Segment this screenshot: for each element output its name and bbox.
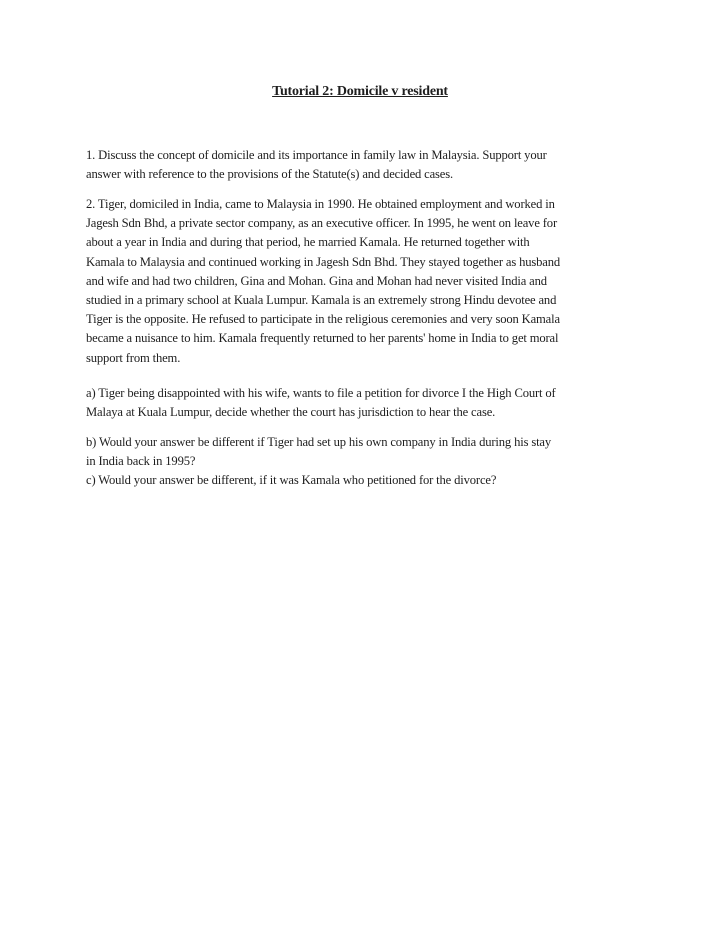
question-2-line: Jagesh Sdn Bhd, a private sector company, as an executive officer. In 1995, he went on leave for	[86, 216, 558, 231]
question-2-line: and wife and had two children, Gina and Mohan. Gina and Mohan had never visited India and	[86, 273, 547, 288]
question-1	[86, 146, 646, 184]
document-title: Tutorial 2: Domicile v resident	[272, 84, 448, 99]
question-1-line: answer with reference to the provisions of the Statute(s) and decided cases.	[86, 167, 453, 182]
question-2-line: 2. Tiger, domiciled in India, came to Malaysia in 1990. He obtained employment and worked in	[86, 197, 555, 211]
question-2-line: Tiger is the opposite. He refused to participate in the religious ceremonies and very soon Kamala	[86, 312, 560, 327]
question-2-line: about a year in India and during that period, he married Kamala. He returned together with	[86, 235, 530, 250]
part-a-line: a) Tiger being disappointed with his wife, wants to file a petition for divorce I the High Court of	[86, 386, 556, 400]
question-2	[86, 195, 646, 368]
question-part-b	[86, 433, 646, 471]
question-part-c	[86, 471, 646, 490]
part-b-line: b) Would your answer be different if Tiger had set up his own company in India during his stay	[86, 435, 552, 449]
part-a-line: Malaya at Kuala Lumpur, decide whether the court has jurisdiction to hear the case.	[86, 405, 496, 420]
part-b-line: in India back in 1995?	[86, 454, 196, 469]
question-2-line: Kamala to Malaysia and continued working in Jagesh Sdn Bhd. They stayed together as husband	[86, 254, 561, 269]
question-1-line: 1. Discuss the concept of domicile and its importance in family law in Malaysia. Support your	[86, 148, 547, 162]
question-2-line: support from them.	[86, 350, 181, 365]
part-c-line: c) Would your answer be different, if it was Kamala who petitioned for the divorce?	[86, 473, 497, 487]
question-2-line: studied in a primary school at Kuala Lumpur. Kamala is an extremely strong Hindu devotee and	[86, 293, 557, 308]
question-2-line: became a nuisance to him. Kamala frequently returned to her parents' home in India to get moral	[86, 331, 559, 346]
question-part-a	[86, 384, 646, 422]
